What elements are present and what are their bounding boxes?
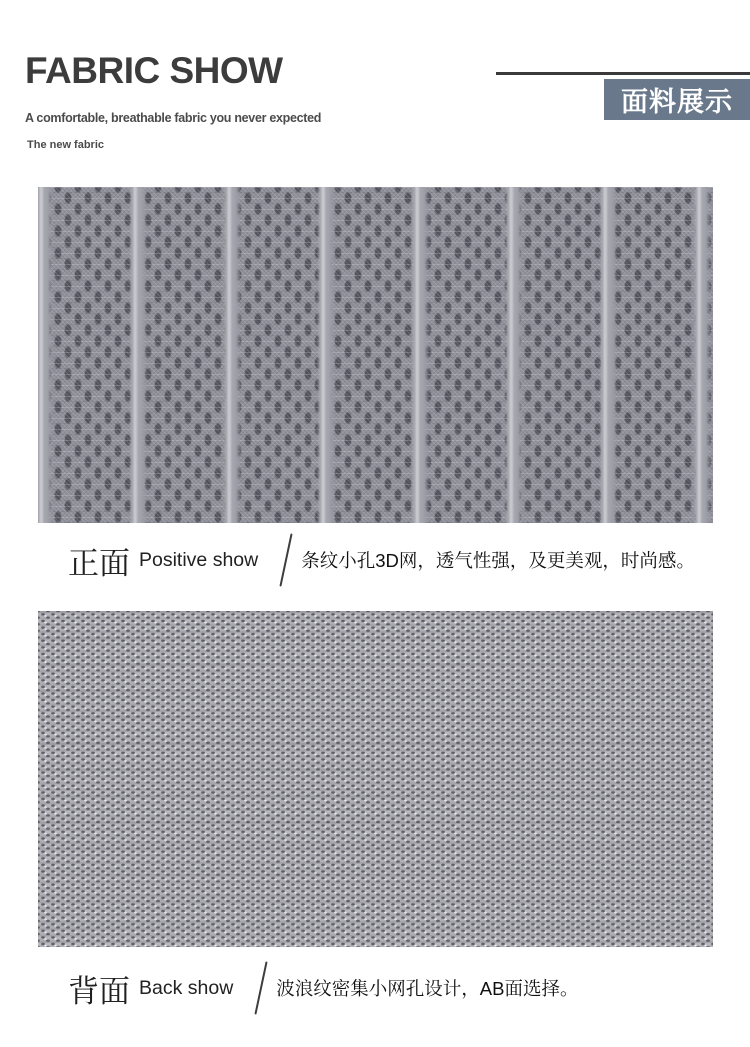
front-caption (68, 527, 695, 593)
back-caption (68, 955, 578, 1021)
page-title: FABRIC SHOW (25, 50, 283, 91)
header-divider-line (496, 72, 750, 75)
front-fabric-photo (38, 187, 713, 523)
header-subtitle: A comfortable, breathable fabric you never expected (25, 111, 322, 125)
front-label-en: Positive show (139, 548, 259, 571)
slash-divider (280, 533, 293, 586)
back-label-cn: 背面 (68, 973, 130, 1009)
front-description: 条纹小孔3D网，透气性强，及更美观，时尚感。 (301, 550, 695, 571)
back-label-en: Back show (139, 976, 234, 999)
banner-label: 面料展示 (621, 87, 733, 117)
back-description: 波浪纹密集小网孔设计，AB面选择。 (276, 978, 579, 999)
back-fabric-photo (38, 611, 713, 947)
front-label-cn: 正面 (68, 545, 130, 581)
header-tagline: The new fabric (27, 139, 105, 151)
slash-divider (255, 961, 268, 1014)
chinese-title-banner (604, 79, 750, 120)
